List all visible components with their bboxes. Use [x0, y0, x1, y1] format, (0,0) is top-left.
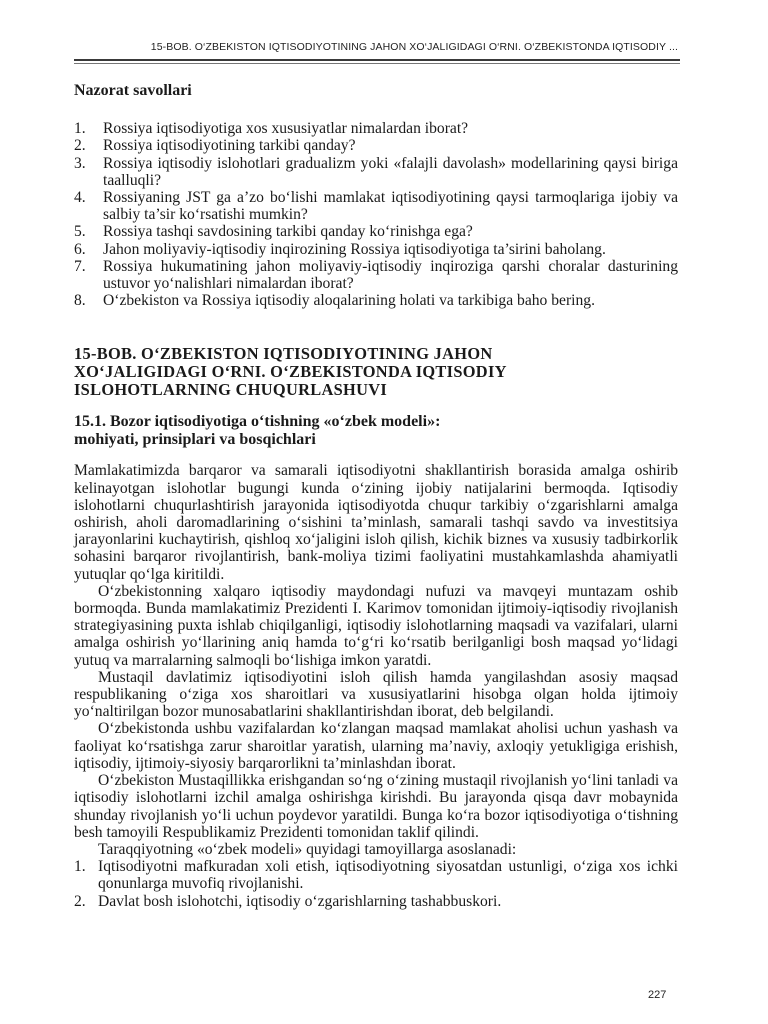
item-number: 6.	[74, 240, 86, 258]
item-text: Rossiya tashqi savdosining tarkibi qanday ko‘rinishga ega?	[103, 223, 473, 241]
item-text: Davlat bosh islohotchi, iqtisodiy o‘zgarishlarning tashabbuskori.	[98, 892, 502, 910]
item-number: 3.	[74, 154, 86, 172]
header-rule-thin	[74, 63, 680, 64]
chapter-title-line: XO‘JALIGIDAGI O‘RNI. O‘ZBEKISTONDA IQTISODIY	[74, 362, 507, 382]
section-title-line: 15.1. Bozor iqtisodiyotiga o‘tishning «o‘zbek modeli»:	[74, 413, 441, 431]
list-item	[74, 155, 678, 189]
page-content	[74, 82, 678, 910]
item-number: 2.	[74, 892, 86, 910]
item-text: Rossiyaning JST ga a’zo bo‘lishi mamlakat iqtisodiyotining qaysi tarmoqlariga ijobiy va salbiy ta’sir ko‘rsatishi mumkin?	[103, 189, 678, 224]
list-item	[74, 858, 678, 892]
principles-list	[74, 858, 678, 910]
section-title-line: mohiyati, prinsiplari va bosqichlari	[74, 431, 316, 449]
item-text: Rossiya iqtisodiy islohotlari gradualizm yoki «falajli davolash» modellarining qaysi biriga taalluqli?	[103, 154, 678, 189]
questions-heading: Nazorat savollari	[74, 82, 192, 99]
item-number: 4.	[74, 189, 86, 207]
questions-list	[74, 120, 678, 309]
item-number: 5.	[74, 223, 86, 241]
body-paragraph: Mamlakatimizda barqaror va samarali iqtisodiyotni shakllantirish borasida amalga oshirib kelinayotgan islohotlar bugungi kunda o‘zining ijobiy natijalarini bermoqda. Iqtisodiy islohotlarni chuqurlashtirish jarayonida iqtisodiyotda chuqur tarkibiy o‘zgarishlarni amalga oshirish, aholi daromadlarining o‘sishini ta’minlash, samarali tashqi savdo va investitsiya jarayonlarini kuchaytirish, qishloq xo‘jaligini isloh qilish, kichik biznes va xususiy tadbirkorlik sohasini barqaror rivojlantirish, bank-moliya tizimi faoliyatini mustahkamlashda ahamiyatli yutuqlar qo‘lga kiritildi.	[74, 462, 678, 583]
list-item	[74, 292, 678, 309]
item-number: 1.	[74, 858, 86, 876]
item-text: O‘zbekiston va Rossiya iqtisodiy aloqalarining holati va tarkibiga baho bering.	[103, 292, 595, 310]
list-item	[74, 120, 678, 137]
list-item	[74, 137, 678, 154]
item-text: Rossiya iqtisodiyotiga xos xususiyatlar nimalardan iborat?	[103, 120, 469, 138]
body-paragraph: O‘zbekistonning xalqaro iqtisodiy maydondagi nufuzi va mavqeyi muntazam oshib bormoqda. Bunda mamlakatimiz Prezidenti I. Karimov tomonidan ijtimoiy-iqtisodiy rivojlanish strategiyasining puxta ishlab chiqilganligi, iqtisodiy islohotlarning maqsadi va vazifalari, ularni amalga oshirish yo‘llarining aniq hamda to‘g‘ri ko‘rsatib berilganligi bosh maqsad yo‘lidagi yutuq va marralarning salmoqli bo‘lishiga imkon yaratdi.	[74, 582, 678, 669]
list-item	[74, 241, 678, 258]
running-head: 15-BOB. O‘ZBEKISTON IQTISODIYOTINING JAHON XO‘JALIGIDAGI O‘RNI. O‘ZBEKISTONDA IQTISODIY ...	[150, 41, 678, 53]
chapter-title-line: 15-BOB. O‘ZBEKISTON IQTISODIYOTINING JAHON	[74, 344, 493, 364]
body-paragraph: Mustaqil davlatimiz iqtisodiyotini isloh qilish hamda yangilashdan asosiy maqsad respublikaning o‘ziga xos sharoitlari va xususiyatlarini hisobga olgan holda ijtimoiy yo‘naltirilgan bozor munosabatlarini shakllantirishdan iborat, deb belgilandi.	[74, 668, 678, 721]
list-item	[74, 189, 678, 223]
header-rule-thick	[74, 59, 680, 61]
item-number: 8.	[74, 292, 86, 310]
list-item	[74, 223, 678, 240]
item-text: Rossiya hukumatining jahon moliyaviy-iqtisodiy inqiroziga qarshi choralar dasturining ustuvor yo‘nalishlari nimalardan iborat?	[103, 257, 678, 293]
item-number: 1.	[74, 120, 86, 138]
item-text: Jahon moliyaviy-iqtisodiy inqirozining Rossiya iqtisodiyotiga ta’sirini baholang.	[103, 240, 606, 258]
item-text: Iqtisodiyotni mafkuradan xoli etish, iqtisodiyotning siyosatdan ustunligi, o‘ziga xos ichki qonunlarga muvofiq rivojlanishi.	[98, 858, 678, 893]
list-item	[74, 893, 678, 910]
page-number: 227	[648, 989, 667, 1001]
body-paragraph: O‘zbekistonda ushbu vazifalardan ko‘zlangan maqsad mamlakat aholisi uchun yashash va faoliyat ko‘rsatishga zarur sharoitlar yaratish, ularning ma’naviy, axloqiy yetukligiga erishish, iqtisodiy, ijtimoiy-siyosiy barqarorlikni ta’minlashdan iborat.	[74, 720, 678, 772]
section-title	[74, 413, 678, 449]
body-paragraph: O‘zbekiston Mustaqillikka erishgandan so‘ng o‘zining mustaqil rivojlanish yo‘lini tanladi va iqtisodiy islohotlarni izchil amalga oshirishga kirishdi. Bu jarayonda qisqa davr mobaynida shunday rivojlanish yo‘li uchun poydevor yaratildi. Bunga ko‘ra bozor iqtisodiyotiga o‘tishning besh tamoyili Respublikamiz Prezidenti tomonidan taklif qilindi.	[74, 772, 678, 841]
chapter-title	[74, 345, 678, 399]
item-text: Rossiya iqtisodiyotining tarkibi qanday?	[103, 137, 356, 155]
item-number: 7.	[74, 257, 86, 275]
item-number: 2.	[74, 137, 86, 155]
list-item	[74, 258, 678, 292]
chapter-title-line: ISLOHOTLARNING CHUQURLASHUVI	[74, 380, 388, 400]
body-paragraph: Taraqqiyotning «o‘zbek modeli» quyidagi tamoyillarga asoslanadi:	[98, 840, 517, 858]
